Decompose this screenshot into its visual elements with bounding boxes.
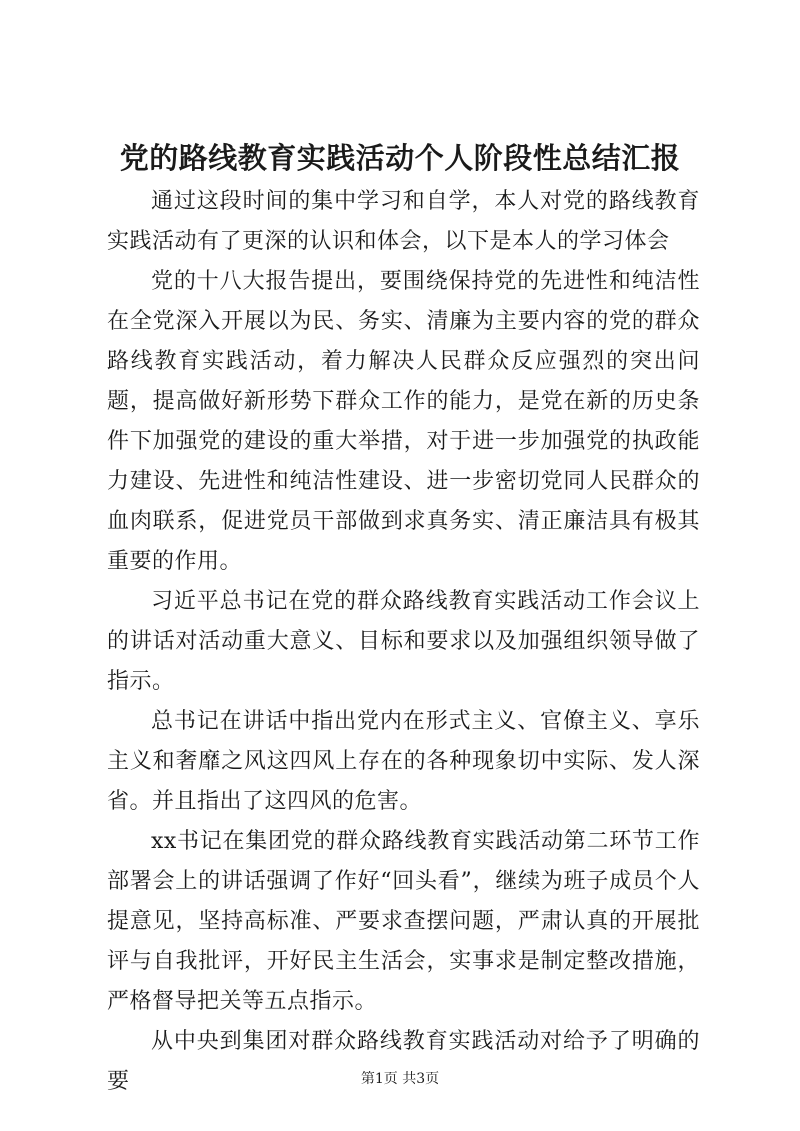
page-title: 党的路线教育实践活动个人阶段性总结汇报: [119, 141, 681, 175]
paragraph-5: xx书记在集团党的群众路线教育实践活动第二环节工作部署会上的讲话强调了作好“回头看”，继续为班子成员个人提意见，坚持高标准、严要求查摆问题，严肃认真的开展批评与自我批评，开好民主生活会，实事求是制定整改措施，严格督导把关等五点指示。: [107, 829, 700, 1014]
page-footer: 第1页 共3页: [360, 1071, 440, 1087]
paragraph-6: 从中央到集团对群众路线教育实践活动对给予了明确的要: [107, 1029, 700, 1094]
paragraph-3: 习近平总书记在党的群众路线教育实践活动工作会议上的讲话对活动重大意义、目标和要求以及加强组织领导做了指示。: [107, 589, 700, 694]
paragraph-2: 党的十八大报告提出，要围绕保持党的先进性和纯洁性在全党深入开展以为民、务实、清廉为主要内容的党的群众路线教育实践活动，着力解决人民群众反应强烈的突出问题，提高做好新形势下群众工作的能力，是党在新的历史条件下加强党的建设的重大举措，对于进一步加强党的执政能力建设、先进性和纯洁性建设、进一步密切党同人民群众的血肉联系，促进党员干部做到求真务实、清正廉洁具有极其重要的作用。: [107, 269, 700, 574]
paragraph-4: 总书记在讲话中指出党内在形式主义、官僚主义、享乐主义和奢靡之风这四风上存在的各种现象切中实际、发人深省。并且指出了这四风的危害。: [107, 709, 700, 814]
document-body: [107, 182, 700, 1102]
paragraph-1: 通过这段时间的集中学习和自学，本人对党的路线教育实践活动有了更深的认识和体会，以下是本人的学习体会: [107, 189, 700, 254]
